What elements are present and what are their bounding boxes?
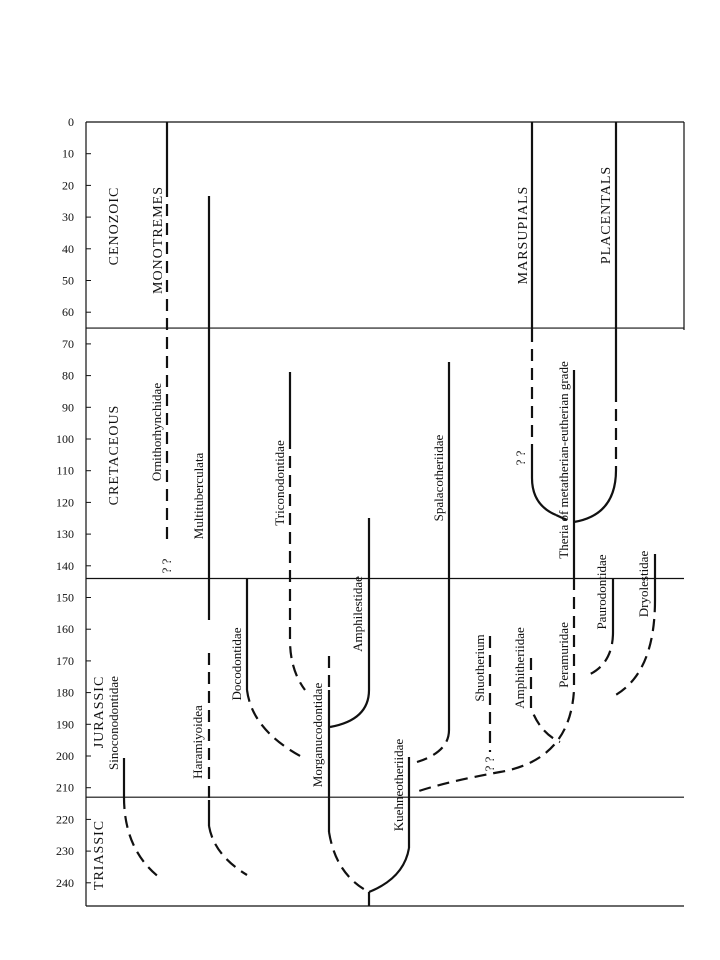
axis-tick-label: 130 [56,527,74,542]
axis-tick-label: 40 [62,241,74,256]
label-amphitheriidae: Amphitheriidae [512,627,527,709]
label-haramiyoidea: Haramiyoidea [190,705,205,779]
label-spalacotheriidae: Spalacotheriidae [431,434,446,522]
axis-tick-label: 210 [56,780,74,795]
axis-tick-label: 140 [56,558,74,573]
label-shuotherium: Shuotherium [472,634,487,702]
lineage-paurodontidae-curve [586,632,613,676]
lineage-spalacotheriidae-curve [417,730,449,762]
label-dryolestidae: Dryolestidae [636,550,651,618]
era-jurassic: JURASSIC [92,675,107,749]
axis-tick-label: 90 [62,400,74,415]
axis-tick-label: 80 [62,368,74,383]
axis-tick-label: 50 [62,273,74,288]
era-cretaceous: CRETACEOUS [107,404,122,506]
axis-tick-label: 230 [56,844,74,859]
axis-tick-label: 110 [56,463,74,478]
group-monotremes: MONOTREMES [151,185,166,295]
axis-tick-label: 220 [56,812,74,827]
label-multituberculata: Multituberculata [191,452,206,540]
uncertainty-mark-shuotherium: ? ? [482,756,497,772]
label-docodontidae: Docodontidae [229,627,244,701]
label-kuehneotheriidae: Kuehneotheriidae [391,738,406,832]
label-amphilestidae: Amphilestidae [350,576,365,652]
axis-tick-label: 100 [56,432,74,446]
lineage-docodontidae-curve [247,690,302,757]
marsupials-base [532,450,556,515]
placentals-base [574,470,616,522]
group-placentals: PLACENTALS [599,165,614,265]
axis-tick-label: 120 [56,495,74,510]
axis-tick-label: 190 [56,717,74,732]
axis-tick-label: 60 [62,305,74,320]
axis-tick-label: 20 [62,178,74,193]
label-paurodontidae: Paurodontidae [594,554,609,630]
label-theria: Theria of metatherian-eutherian grade [556,361,571,559]
lineage-morganucodontidae-curve [329,832,369,892]
uncertainty-mark-marsupials: ? ? [513,450,528,466]
root-curve-right [369,848,409,892]
lineage-haramiyoidea-curve [209,826,247,875]
group-marsupials: MARSUPIALS [516,185,531,285]
label-ornithorhynchidae: Ornithorhynchidae [149,382,164,482]
axis-tick-label: 0 [68,115,74,129]
label-triconodontidae: Triconodontidae [272,440,287,526]
label-peramuridae: Peramuridae [556,622,571,688]
era-triassic: TRIASSIC [92,819,107,891]
axis-tick-label: 200 [56,749,74,763]
axis-tick-label: 70 [62,336,74,351]
lineage-amphilestidae-curve [330,690,369,727]
axis-tick-label: 10 [62,146,74,161]
axis-tick-label: 180 [56,685,74,700]
label-morganucodontidae: Morganucodontidae [310,682,325,788]
lineage-sinoconodontidae-curve [124,797,160,878]
axis-tick-label: 30 [62,210,74,225]
uncertainty-mark-monotremes: ? ? [159,558,174,574]
axis-tick-label: 170 [56,653,74,668]
axis-tick-label: 240 [56,875,74,890]
label-sinoconodontidae: Sinoconodontidae [106,676,121,770]
lineage-triconodontidae-dashed [290,437,305,690]
axis-tick-label: 150 [56,590,74,605]
era-cenozoic: CENOZOIC [107,186,122,266]
axis-tick-label: 160 [56,622,74,637]
